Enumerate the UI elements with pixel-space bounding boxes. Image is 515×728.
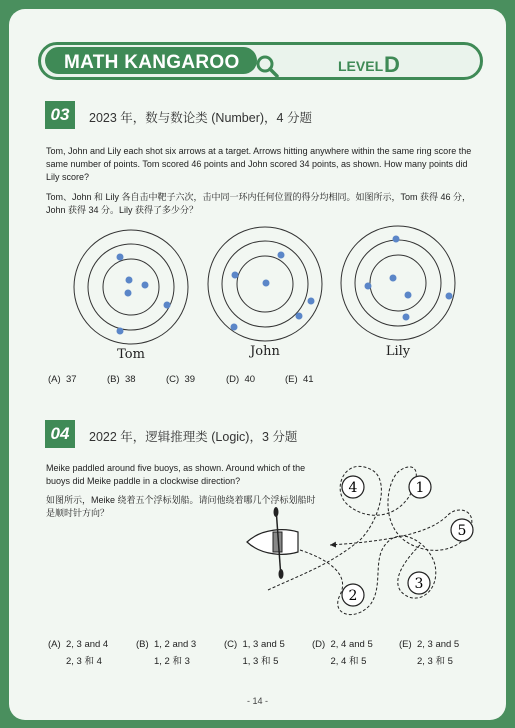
svg-text:1: 1 [415,480,425,496]
option-value: 38 [124,374,136,385]
page-number: - 14 - [246,696,268,706]
paddle-path [268,466,472,590]
q3-en-line-2: same number of points. Tom scored 46 points and John scored 34 points, as shown. How many points did [46,159,468,169]
q4-option-e[interactable] [399,636,459,670]
level-letter: D [384,52,400,77]
target-label-tom: Tom [117,347,145,362]
target-label-john: John [250,344,280,359]
svg-text:3: 3 [414,576,424,592]
buoy-2 [342,584,364,606]
svg-text:4: 4 [348,480,358,496]
q4-en-line-1: Meike paddled around five buoys, as shown. Around which of the [46,463,306,473]
q4-en-line-2: buoys did Meike paddle in a clockwise direction? [46,476,241,486]
q4-option-d[interactable] [312,636,373,670]
option-value: 39 [184,374,196,385]
option-letter: (E) [285,374,298,385]
option-zh: 2, 3 和 4 [65,656,102,667]
option-letter: (D) [312,639,326,650]
option-value: 41 [302,374,314,385]
target-label-lily: Lily [385,344,411,359]
option-en: 1, 3 and 5 [242,639,285,650]
q4-option-c[interactable] [224,636,285,670]
svg-text:2: 2 [348,588,358,604]
option-letter: (C) [166,374,180,385]
option-letter: (D) [226,374,240,385]
option-letter: (C) [224,639,238,650]
option-en: 2, 3 and 5 [416,639,460,650]
option-en: 2, 4 and 5 [330,639,373,650]
option-zh: 2, 3 和 5 [416,656,453,667]
option-zh: 1, 2 和 3 [153,656,190,667]
option-en: 1, 2 and 3 [153,639,197,650]
q3-zh-line-2: John 获得 34 分。Lily 获得了多少分？ [46,205,199,215]
buoy-4 [342,476,364,498]
option-zh: 2, 4 和 5 [330,656,367,667]
q4-heading: 2022 年，逻辑推理类 (Logic)，3 分题 [89,430,298,444]
q4-option-b[interactable] [136,636,196,670]
option-value: 37 [65,374,77,385]
level-label: LEVEL [338,58,384,74]
option-letter: (E) [399,639,412,650]
q4-zh-line-1: 如图所示，Meike 绕着五个浮标划船。请问他绕着哪几个浮标划船时 [46,495,316,505]
buoy-1 [409,476,431,498]
option-en: 2, 3 and 4 [65,639,109,650]
q3-heading: 2023 年，数与数论类 (Number)，4 分题 [89,111,312,125]
option-letter: (B) [136,639,149,650]
boat-icon [247,507,298,579]
q3-en-line-1: Tom, John and Lily each shot six arrows at a target. Arrows hitting anywhere within the same ring score the [46,146,472,156]
q3-zh-line-1: Tom、John 和 Lily 各自击中靶子六次，击中同一环内任何位置的得分均相同。如图所示，Tom 获得 46 分， [46,192,472,202]
option-letter: (B) [107,374,120,385]
buoy-5 [451,519,473,541]
q3-en-line-3: Lily score? [46,172,90,182]
option-zh: 1, 3 和 5 [242,656,279,667]
q3-number-badge: 03 [45,101,75,129]
option-letter: (A) [48,639,61,650]
buoy-3 [408,572,430,594]
svg-text:5: 5 [457,523,467,539]
option-letter: (A) [48,374,61,385]
q4-zh-line-2: 是顺时针方向？ [46,508,110,518]
q4-number-badge: 04 [45,420,75,448]
q4-option-a[interactable] [48,636,108,670]
option-value: 40 [244,374,256,385]
header-title: MATH KANGAROO [64,52,240,73]
